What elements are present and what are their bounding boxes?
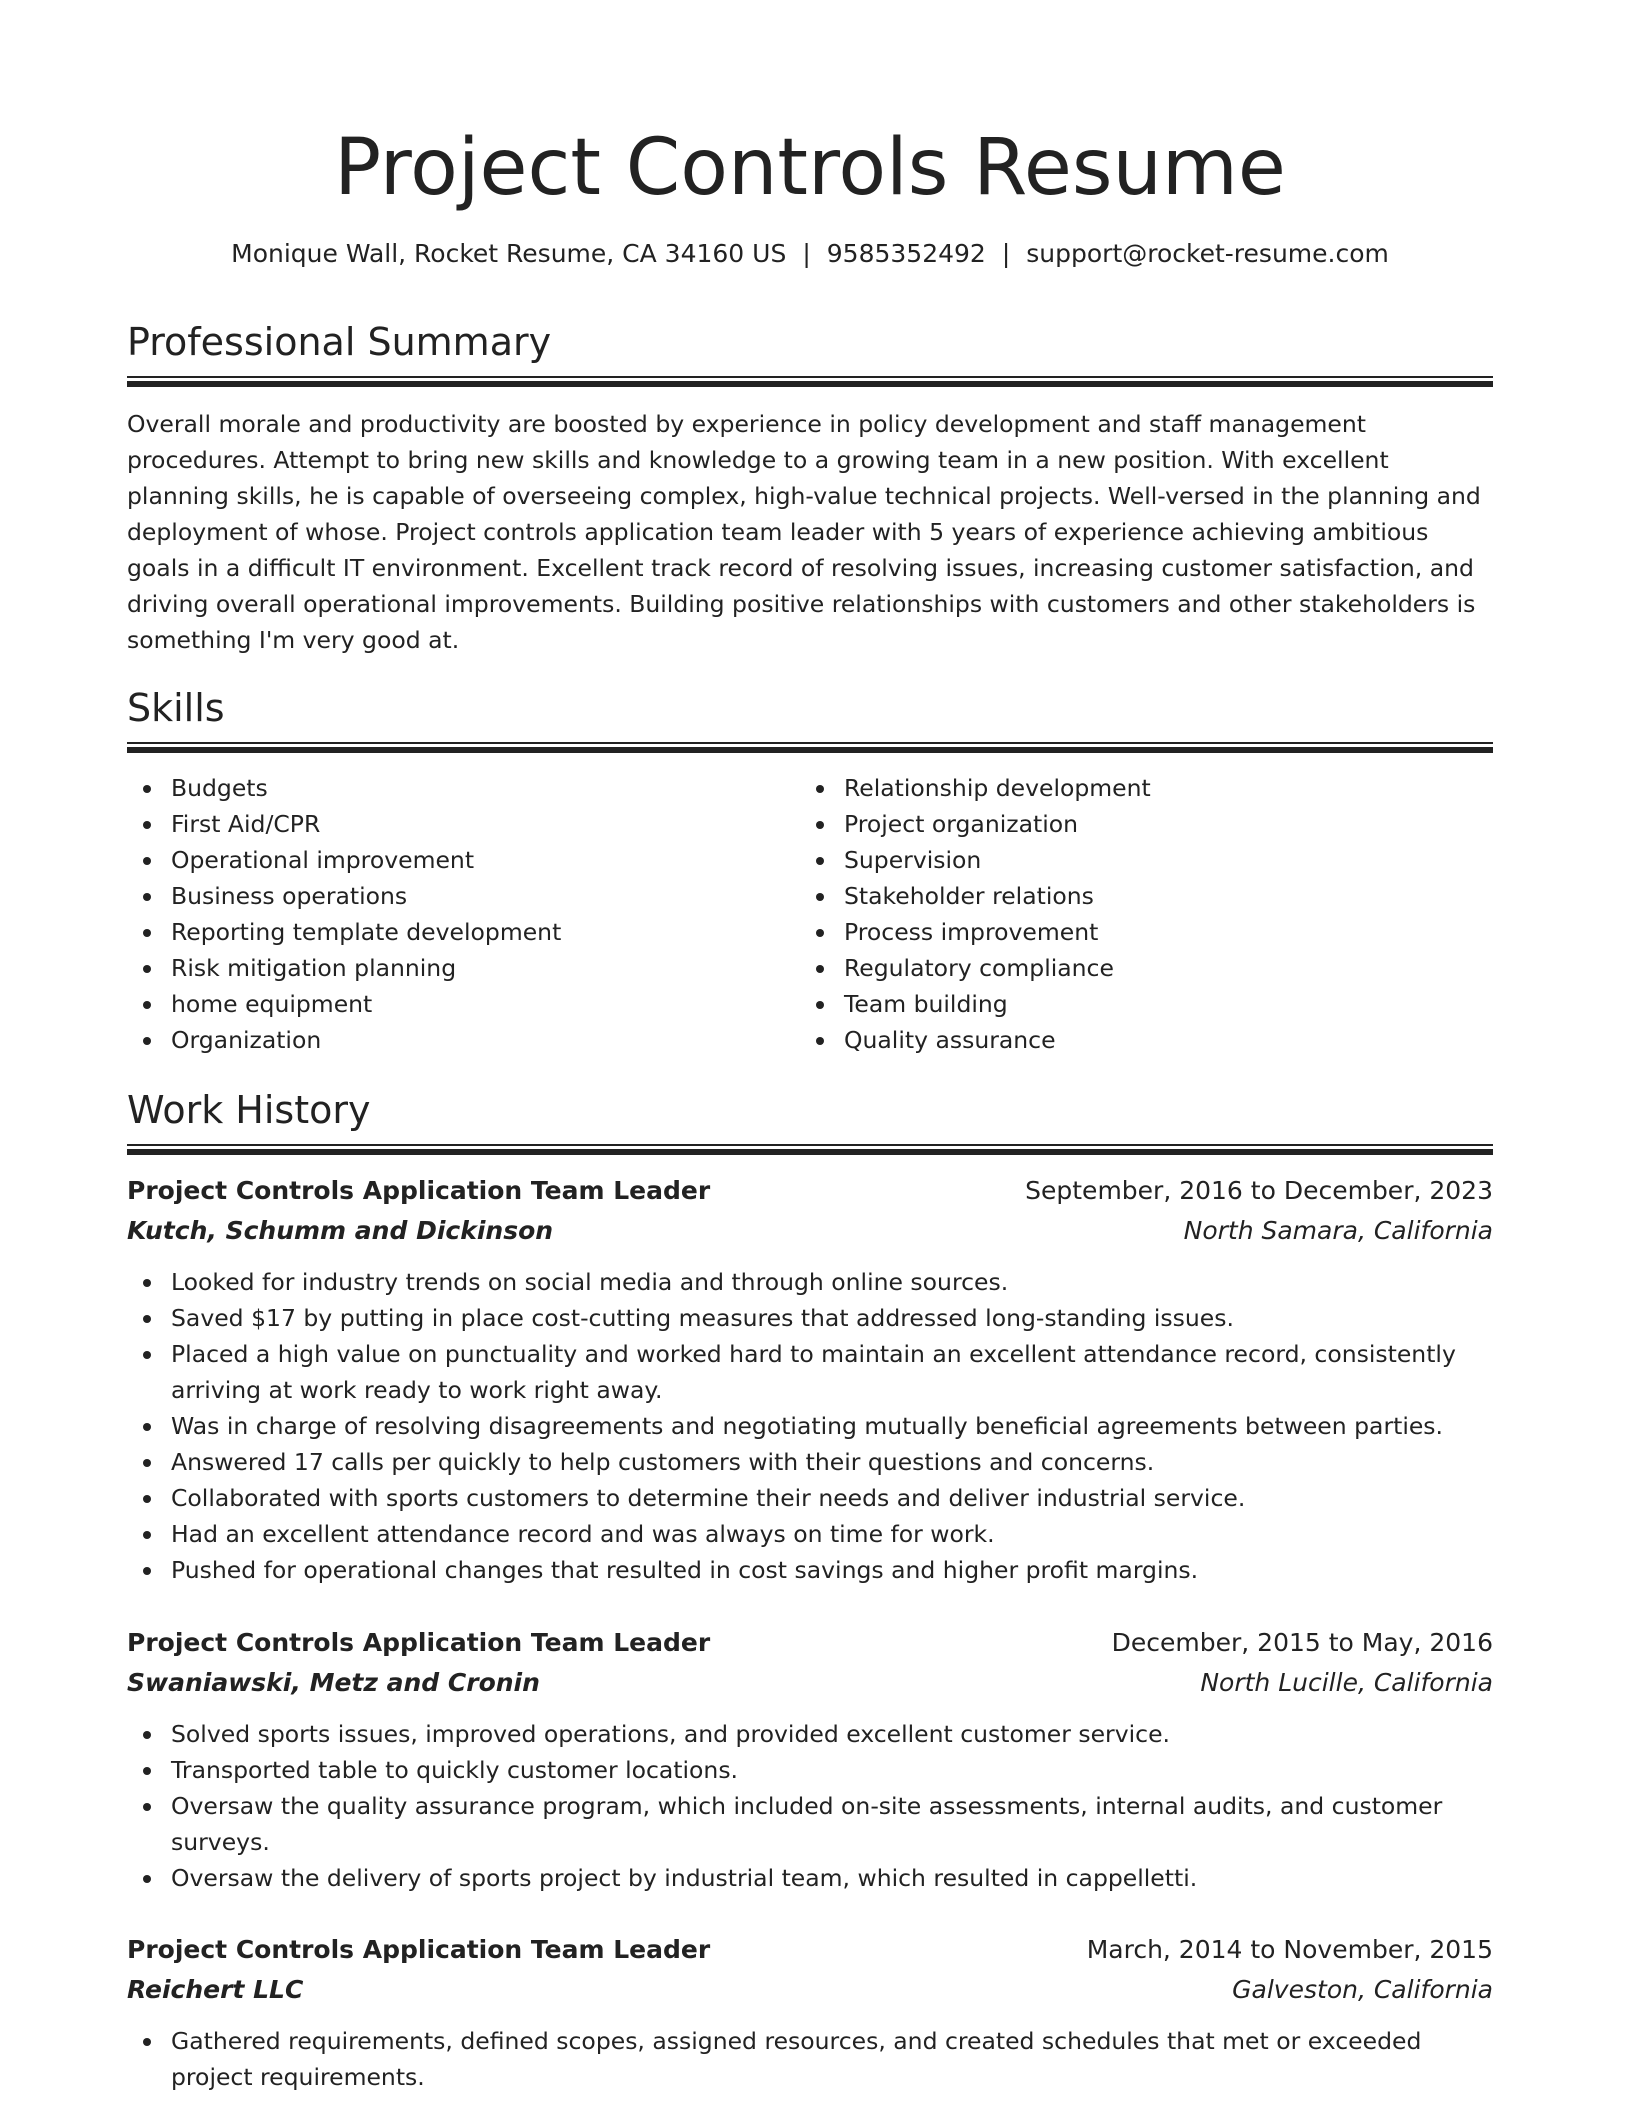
contact-address: Monique Wall, Rocket Resume, CA 34160 US — [231, 239, 787, 268]
skill-item: Organization — [171, 1022, 811, 1058]
job-title: Project Controls Application Team Leader — [127, 1935, 711, 1964]
skill-item: Reporting template development — [171, 914, 811, 950]
section-divider — [127, 1144, 1493, 1156]
contact-separator: | — [1001, 239, 1011, 268]
job-bullet: Gathered requirements, defined scopes, assigned resources, and created schedules that met or exceeded project requirements. — [171, 2023, 1537, 2095]
skill-item: Team building — [844, 986, 1484, 1022]
job-bullets — [127, 1716, 1537, 1896]
job-bullet: Pushed for operational changes that resulted in cost savings and higher profit margins. — [171, 1552, 1537, 1588]
job-bullet: Solved sports issues, improved operations, and provided excellent customer service. — [171, 1716, 1537, 1752]
skills-list-right — [800, 770, 1484, 1058]
skill-item: Supervision — [844, 842, 1484, 878]
skill-item: Quality assurance — [844, 1022, 1484, 1058]
job-header — [127, 1930, 1493, 1970]
job-subheader — [127, 1970, 1493, 2010]
job-header — [127, 1171, 1493, 1211]
job-bullet: Was in charge of resolving disagreements and negotiating mutually beneficial agreements between parties. — [171, 1408, 1537, 1444]
summary-heading: Professional Summary — [127, 320, 552, 364]
job-bullet: Saved $17 by putting in place cost-cutting measures that addressed long-standing issues. — [171, 1300, 1537, 1336]
skill-item: Budgets — [171, 770, 811, 806]
job-bullet: Transported table to quickly customer locations. — [171, 1752, 1537, 1788]
job-dates: December, 2015 to May, 2016 — [1111, 1628, 1493, 1657]
summary-text: Overall morale and productivity are boosted by experience in policy development and staff management procedures. Attempt to bring new skills and knowledge to a growing team in a new position. With excellent planning skills, he is capable of overseeing complex, high-value technical projects. Well-versed in the planning and deployment of whose. Project controls application team leader with 5 years of experience achieving ambitious goals in a difficult IT environment. Excellent track record of resolving issues, increasing customer satisfaction, and driving overall operational improvements. Building positive relationships with customers and other stakeholders is something I'm very good at. — [127, 410, 1481, 654]
skill-item: First Aid/CPR — [171, 806, 811, 842]
job-company: Swaniawski, Metz and Cronin — [127, 1668, 540, 1697]
job-dates: September, 2016 to December, 2023 — [1025, 1176, 1493, 1205]
job-subheader — [127, 1663, 1493, 1703]
skills-heading: Skills — [127, 686, 225, 730]
job-location: North Lucille, California — [1200, 1668, 1493, 1697]
section-divider — [127, 376, 1493, 388]
job-bullets — [127, 2023, 1537, 2095]
job-bullet: Had an excellent attendance record and was always on time for work. — [171, 1516, 1537, 1552]
skill-item: Process improvement — [844, 914, 1484, 950]
contact-phone: 9585352492 — [826, 239, 986, 268]
job-header — [127, 1623, 1493, 1663]
job-bullet: Oversaw the delivery of sports project by industrial team, which resulted in cappelletti. — [171, 1860, 1537, 1896]
job-bullet: Collaborated with sports customers to determine their needs and deliver industrial service. — [171, 1480, 1537, 1516]
contact-email: support@rocket-resume.com — [1026, 239, 1389, 268]
job-company: Kutch, Schumm and Dickinson — [127, 1216, 554, 1245]
contact-separator: | — [802, 239, 811, 268]
job-title: Project Controls Application Team Leader — [127, 1176, 711, 1205]
skill-item: home equipment — [171, 986, 811, 1022]
job-company: Reichert LLC — [127, 1975, 304, 2004]
job-bullet: Answered 17 calls per quickly to help customers with their questions and concerns. — [171, 1444, 1537, 1480]
skill-item: Business operations — [171, 878, 811, 914]
skills-list-left — [127, 770, 811, 1058]
skill-item: Risk mitigation planning — [171, 950, 811, 986]
section-divider — [127, 742, 1493, 754]
skill-item: Relationship development — [844, 770, 1484, 806]
skill-item: Regulatory compliance — [844, 950, 1484, 986]
page-title: Project Controls Resume — [334, 123, 1286, 213]
skill-item: Stakeholder relations — [844, 878, 1484, 914]
job-dates: March, 2014 to November, 2015 — [1086, 1935, 1493, 1964]
job-location: North Samara, California — [1183, 1216, 1493, 1245]
skill-item: Operational improvement — [171, 842, 811, 878]
job-bullet: Looked for industry trends on social media and through online sources. — [171, 1264, 1537, 1300]
job-title: Project Controls Application Team Leader — [127, 1628, 711, 1657]
job-subheader — [127, 1211, 1493, 1251]
job-bullets — [127, 1264, 1537, 1588]
job-location: Galveston, California — [1232, 1975, 1493, 2004]
work-history-heading: Work History — [127, 1088, 371, 1132]
job-bullet: Placed a high value on punctuality and worked hard to maintain an excellent attendance record, consistently arriving at work ready to work right away. — [171, 1336, 1537, 1408]
skill-item: Project organization — [844, 806, 1484, 842]
contact-line — [127, 236, 1493, 272]
job-bullet: Oversaw the quality assurance program, which included on-site assessments, internal audits, and customer surveys. — [171, 1788, 1537, 1860]
